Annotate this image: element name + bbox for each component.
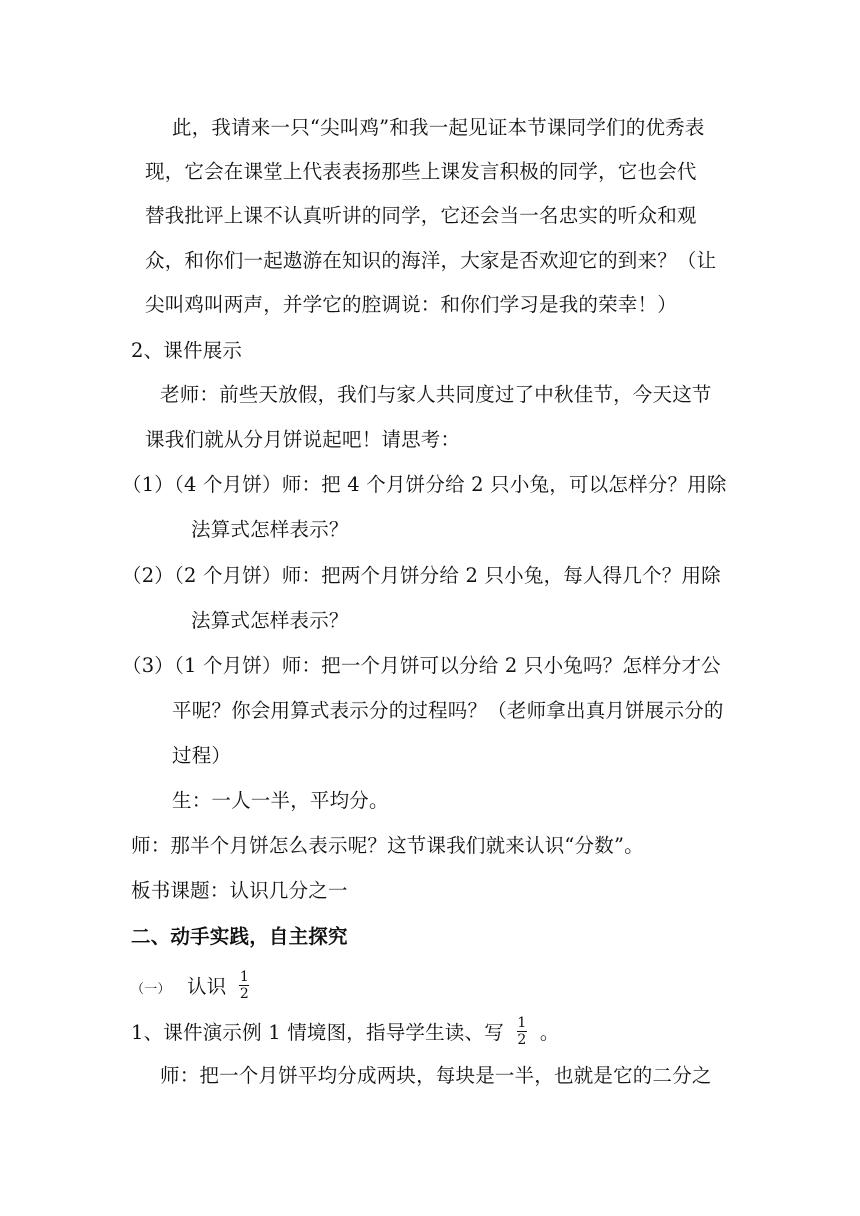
paragraph-line: 课我们就从分月饼说起吧！请思考： <box>145 428 461 451</box>
question-line: 法算式怎样表示？ <box>191 609 349 632</box>
example-text: 1、课件演示例 1 情境图，指导学生读、写 <box>131 1021 504 1044</box>
paragraph-line: 师：那半个月饼怎么表示呢？这节课我们就来认识“分数”。 <box>131 834 644 857</box>
section-label: 2、课件展示 <box>131 339 243 362</box>
subsection-prefix: （一） <box>131 982 171 997</box>
example-line <box>131 1015 560 1049</box>
fraction-denominator: 2 <box>517 1032 527 1048</box>
paragraph-line: 现，它会在课堂上代表表扬那些上课发言积极的同学，它也会代 <box>145 160 697 183</box>
fraction-one-half <box>239 970 250 1001</box>
question-line: 过程） <box>172 744 232 767</box>
fraction-numerator: 1 <box>239 969 249 985</box>
paragraph-line: 众，和你们一起遨游在知识的海洋，大家是否欢迎它的到来？（让 <box>145 249 717 272</box>
question-line: （2）（2 个月饼）师：把两个月饼分给 2 只小兔，每人得几个？用除 <box>122 564 721 587</box>
fraction-numerator: 1 <box>517 1015 527 1031</box>
question-line: （3）（1 个月饼）师：把一个月饼可以分给 2 只小兔吗？怎样分才公 <box>122 654 721 677</box>
question-line: 法算式怎样表示？ <box>191 518 349 541</box>
section-heading: 二、动手实践，自主探究 <box>131 925 348 948</box>
answer-line: 生：一人一半，平均分。 <box>172 789 389 812</box>
fraction-denominator: 2 <box>239 986 249 1002</box>
subsection-label: 认识 <box>187 975 227 998</box>
question-line: 平呢？你会用算式表示分的过程吗？（老师拿出真月饼展示分的 <box>172 699 724 722</box>
subsection-heading <box>131 969 256 1003</box>
fraction-one-half <box>516 1016 527 1047</box>
paragraph-line: 老师：前些天放假，我们与家人共同度过了中秋佳节，今天这节 <box>160 383 712 406</box>
example-text-end: 。 <box>539 1021 560 1044</box>
paragraph-line: 尖叫鸡叫两声，并学它的腔调说：和你们学习是我的荣幸！） <box>145 293 677 316</box>
paragraph-line: 替我批评上课不认真听讲的同学，它还会当一名忠实的听众和观 <box>145 204 697 227</box>
paragraph-line: 师：把一个月饼平均分成两块，每块是一半，也就是它的二分之 <box>160 1064 712 1087</box>
paragraph-line: 此，我请来一只“尖叫鸡”和我一起见证本节课同学们的优秀表 <box>172 116 705 139</box>
board-title-line: 板书课题：认识几分之一 <box>131 879 348 902</box>
question-line: （1）（4 个月饼）师：把 4 个月饼分给 2 只小兔，可以怎样分？用除 <box>122 473 727 496</box>
